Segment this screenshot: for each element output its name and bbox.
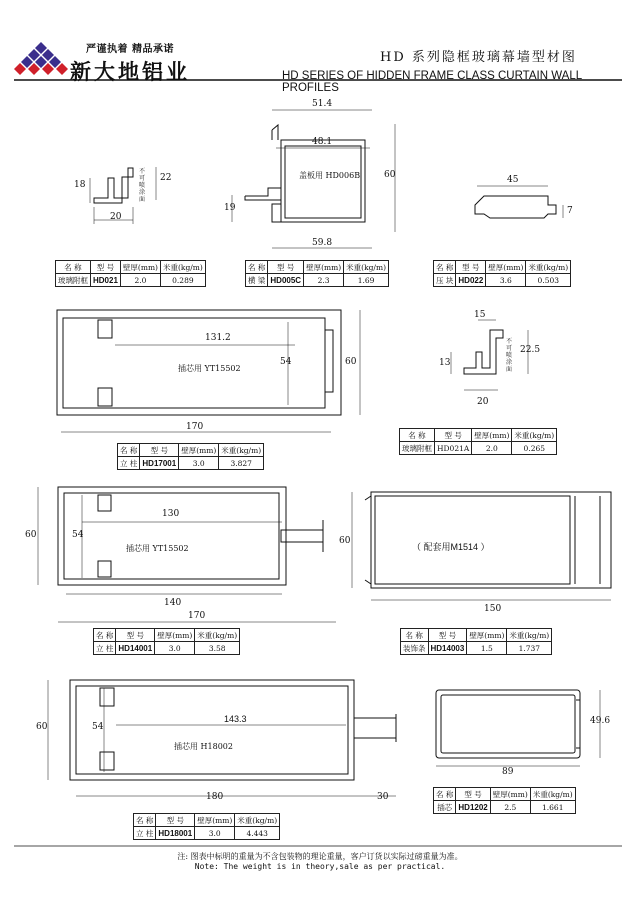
th-weight: 米重(kg/m) bbox=[235, 814, 280, 827]
th-model: 型 号 bbox=[116, 629, 155, 642]
cell-wall: 3.0 bbox=[195, 827, 235, 840]
th-wall: 壁厚(mm) bbox=[467, 629, 507, 642]
cell-wall: 3.6 bbox=[486, 274, 526, 287]
spec-table-hd021a bbox=[399, 428, 557, 455]
th-model: 型 号 bbox=[268, 261, 304, 274]
dim-hd18001-inner: 143.3 bbox=[224, 714, 247, 724]
dim-hd021-h1: 18 bbox=[74, 180, 86, 190]
th-name: 名 称 bbox=[434, 261, 456, 274]
page-title-en: HD SERIES OF HIDDEN FRAME CLASS CURTAIN WALL PROFILES bbox=[282, 70, 582, 94]
profile-hd021a bbox=[451, 320, 528, 390]
dim-hd17001-h: 60 bbox=[345, 357, 357, 367]
cell-wall: 1.5 bbox=[467, 642, 507, 655]
dim-hd14001-w2: 140 bbox=[164, 598, 182, 608]
th-model: 型 号 bbox=[456, 788, 490, 801]
dim-hd005c-bottom: 59.8 bbox=[312, 238, 333, 248]
profile-hd022 bbox=[475, 186, 563, 218]
cell-weight: 1.737 bbox=[507, 642, 552, 655]
th-model: 型 号 bbox=[428, 629, 467, 642]
th-name: 名 称 bbox=[401, 629, 429, 642]
note-hd005c: 盖板用 HD006B bbox=[299, 171, 361, 180]
cell-weight: 1.69 bbox=[344, 274, 389, 287]
cell-wall: 3.0 bbox=[155, 642, 195, 655]
cell-model: HD1202 bbox=[456, 801, 490, 814]
th-wall: 壁厚(mm) bbox=[120, 261, 160, 274]
cell-model: HD021A bbox=[435, 442, 472, 455]
dim-hd021a-w: 20 bbox=[477, 397, 489, 407]
dim-hd021a-top: 15 bbox=[474, 310, 486, 320]
cell-name: 玻璃附框 bbox=[56, 274, 91, 287]
cell-name: 插芯 bbox=[434, 801, 456, 814]
dim-hd022-h: 7 bbox=[567, 206, 573, 216]
cell-name: 立 柱 bbox=[118, 457, 140, 470]
cell-wall: 2.5 bbox=[490, 801, 530, 814]
spec-table-hd021 bbox=[55, 260, 206, 287]
note-hd14003: （ 配套用M1514 ） bbox=[412, 542, 490, 552]
cell-weight: 3.827 bbox=[219, 457, 264, 470]
th-weight: 米重(kg/m) bbox=[512, 429, 557, 442]
cell-model: HD14003 bbox=[428, 642, 467, 655]
cell-model: HD18001 bbox=[156, 827, 195, 840]
dim-hd18001-w: 180 bbox=[206, 792, 224, 802]
cell-weight: 4.443 bbox=[235, 827, 280, 840]
dim-hd005c-left: 19 bbox=[224, 203, 236, 213]
cell-wall: 2.3 bbox=[304, 274, 344, 287]
th-weight: 米重(kg/m) bbox=[219, 444, 264, 457]
cell-weight: 1.661 bbox=[530, 801, 575, 814]
th-name: 名 称 bbox=[118, 444, 140, 457]
spec-table-hd14001 bbox=[93, 628, 240, 655]
th-name: 名 称 bbox=[434, 788, 456, 801]
spec-table-hd18001 bbox=[133, 813, 280, 840]
cell-model: HD022 bbox=[456, 274, 486, 287]
dim-hd18001-h: 60 bbox=[36, 722, 48, 732]
dim-hd17001-inner: 131.2 bbox=[205, 333, 231, 343]
th-weight: 米重(kg/m) bbox=[195, 629, 240, 642]
th-model: 型 号 bbox=[156, 814, 195, 827]
profile-hd14001 bbox=[38, 487, 336, 622]
cell-wall: 2.0 bbox=[120, 274, 160, 287]
dim-hd021-w: 20 bbox=[110, 212, 122, 222]
th-weight: 米重(kg/m) bbox=[530, 788, 575, 801]
cell-name: 玻璃附框 bbox=[400, 442, 435, 455]
th-wall: 壁厚(mm) bbox=[486, 261, 526, 274]
th-weight: 米重(kg/m) bbox=[344, 261, 389, 274]
dim-hd17001-hi: 54 bbox=[280, 357, 292, 367]
note-hd021: 不可喷涂面 bbox=[139, 168, 146, 203]
cell-model: HD14001 bbox=[116, 642, 155, 655]
th-weight: 米重(kg/m) bbox=[160, 261, 205, 274]
company-slogan: 严谨执着 精品承诺 bbox=[86, 44, 174, 55]
th-wall: 壁厚(mm) bbox=[490, 788, 530, 801]
dim-hd005c-top: 51.4 bbox=[312, 99, 333, 109]
cell-wall: 3.0 bbox=[179, 457, 219, 470]
cell-weight: 0.289 bbox=[160, 274, 205, 287]
note-hd14001: 插芯用 YT15502 bbox=[126, 544, 189, 553]
th-model: 型 号 bbox=[140, 444, 179, 457]
dim-hd17001-w: 170 bbox=[186, 422, 204, 432]
th-model: 型 号 bbox=[91, 261, 121, 274]
th-name: 名 称 bbox=[400, 429, 435, 442]
th-name: 名 称 bbox=[246, 261, 268, 274]
company-name: 新大地铝业 bbox=[70, 59, 190, 84]
profile-hd18001 bbox=[48, 680, 396, 796]
dim-hd005c-h: 60 bbox=[384, 170, 396, 180]
cell-name: 横 梁 bbox=[246, 274, 268, 287]
th-model: 型 号 bbox=[435, 429, 472, 442]
cell-name: 装饰条 bbox=[401, 642, 429, 655]
cell-model: HD021 bbox=[91, 274, 121, 287]
footer-note-en: Note: The weight is in theory,sale as per practical. bbox=[194, 862, 446, 871]
dim-hd021a-h2: 22.5 bbox=[520, 345, 541, 355]
dim-hd18001-hi: 54 bbox=[92, 722, 104, 732]
cell-wall: 2.0 bbox=[472, 442, 512, 455]
th-weight: 米重(kg/m) bbox=[507, 629, 552, 642]
cell-weight: 0.265 bbox=[512, 442, 557, 455]
th-name: 名 称 bbox=[56, 261, 91, 274]
th-wall: 壁厚(mm) bbox=[155, 629, 195, 642]
dim-hd14003-h: 60 bbox=[339, 536, 351, 546]
spec-table-hd14003 bbox=[400, 628, 552, 655]
th-model: 型 号 bbox=[456, 261, 486, 274]
th-wall: 壁厚(mm) bbox=[195, 814, 235, 827]
th-weight: 米重(kg/m) bbox=[526, 261, 571, 274]
cell-name: 立 柱 bbox=[134, 827, 156, 840]
dim-hd14001-inner: 130 bbox=[162, 509, 180, 519]
cell-model: HD17001 bbox=[140, 457, 179, 470]
footer-note-cn: 注: 图表中标明的重量为不含包装物的理论重量，客户订货以实际过磅重量为准。 bbox=[177, 852, 463, 861]
cell-weight: 3.58 bbox=[195, 642, 240, 655]
dim-hd021-h2: 22 bbox=[160, 173, 172, 183]
dim-hd14001-w: 170 bbox=[188, 611, 206, 621]
spec-table-hd022 bbox=[433, 260, 571, 287]
cell-name: 压 块 bbox=[434, 274, 456, 287]
dim-hd14001-hi: 54 bbox=[72, 530, 84, 540]
cell-model: HD005C bbox=[268, 274, 304, 287]
cell-name: 立 柱 bbox=[94, 642, 116, 655]
dim-hd14003-w: 150 bbox=[484, 604, 502, 614]
profile-hd1202 bbox=[436, 690, 600, 766]
note-hd021a: 不可喷涂面 bbox=[506, 338, 513, 373]
page-title-cn: HD 系列隐框玻璃幕墙型材图 bbox=[380, 50, 577, 65]
dim-hd022-w: 45 bbox=[507, 175, 519, 185]
dim-hd021a-h1: 13 bbox=[439, 358, 451, 368]
spec-table-hd1202 bbox=[433, 787, 576, 814]
note-hd17001: 插芯用 YT15502 bbox=[178, 364, 241, 373]
note-hd18001: 插芯用 H18002 bbox=[174, 742, 233, 751]
cell-weight: 0.503 bbox=[526, 274, 571, 287]
dim-hd1202-w: 89 bbox=[502, 767, 514, 777]
spec-table-hd005c bbox=[245, 260, 389, 287]
th-name: 名 称 bbox=[134, 814, 156, 827]
dim-hd005c-inner: 48.1 bbox=[312, 137, 333, 147]
th-name: 名 称 bbox=[94, 629, 116, 642]
th-wall: 壁厚(mm) bbox=[304, 261, 344, 274]
dim-hd18001-w2: 30 bbox=[377, 792, 389, 802]
dim-hd1202-h: 49.6 bbox=[590, 716, 611, 726]
spec-table-hd17001 bbox=[117, 443, 264, 470]
th-wall: 壁厚(mm) bbox=[472, 429, 512, 442]
th-wall: 壁厚(mm) bbox=[179, 444, 219, 457]
dim-hd14001-h: 60 bbox=[25, 530, 37, 540]
